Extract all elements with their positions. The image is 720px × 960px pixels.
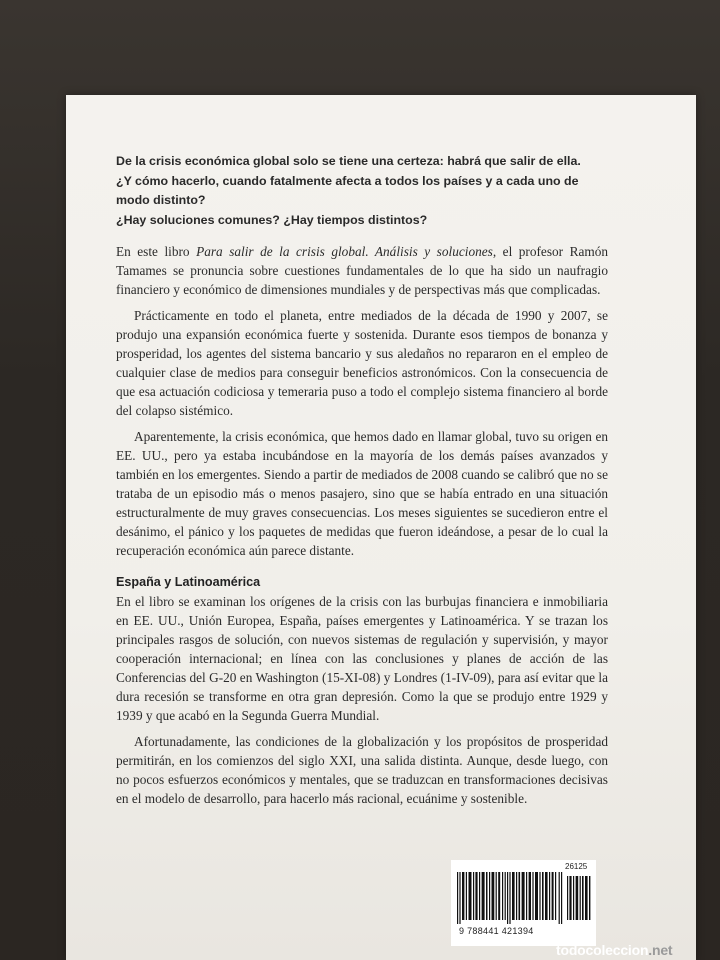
book-title-italic: Para salir de la crisis global. Análisis y soluciones bbox=[196, 244, 493, 259]
intro-after: , el profesor Ramón Tamames se pronuncia sobre cuestiones fundamentales de lo que ha sido un naufragio financiero y económico de dimensiones mundiales y de perspectivas más que complicadas. bbox=[116, 244, 608, 297]
watermark-brand: todocoleccion bbox=[556, 942, 649, 958]
intro-before: En este libro bbox=[116, 244, 197, 259]
paragraph-crisis-origin: Aparentemente, la crisis económica, que hemos dado en llamar global, tuvo su origen en EE. UU., pero ya estaba incubándose en la mayoría de los demás países avanzados y también en los emergentes. Siendo a partir de mediados de 2008 cuando se calibró que no se trataba de un episodio más o menos pasajero, sino que se había entrado en una situación estructuralmente de muy graves consecuencias. Los meses siguientes se sucedieron entre el desánimo, el pánico y los paquetes de medidas que fueron ideándose, a pesar de lo cual la recuperación económica aún parece distante. bbox=[116, 429, 608, 558]
paragraph-expansion: Prácticamente en todo el planeta, entre mediados de la década de 1990 y 2007, se produjo una expansión económica fuerte y sostenida. Durante esos tiempos de bonanza y prosperidad, los agentes del sistema bancario y sus aledaños no repararon en el empleo de cualquier clase de medios para conseguir beneficios astronómicos. Con la consecuencia de que esa actuación codiciosa y temeraria puso a todo el complejo sistema financiero al borde del colapso sistémico. bbox=[116, 308, 608, 418]
barcode-isbn: 9 788441 421394 bbox=[459, 926, 534, 936]
lead-line-3: ¿Hay soluciones comunes? ¿Hay tiempos distintos? bbox=[116, 212, 428, 227]
watermark bbox=[556, 942, 672, 958]
lead-line-1: De la crisis económica global solo se tiene una certeza: habrá que salir de ella. bbox=[116, 154, 581, 168]
barcode-addon-bars bbox=[567, 872, 591, 920]
lead-questions bbox=[116, 152, 608, 230]
paragraph-origins: En el libro se examinan los orígenes de la crisis con las burbujas financiera e inmobiliaria en EE. UU., Unión Europea, España, países emergentes y Latinoamérica. Y se trazan los principales rasgos de solución, con nuevos sistemas de regulación y supervisión, y mayor cooperación internacional; en línea con las conclusiones y planes de acción de las Conferencias del G-20 en Washington (15-XI-08) y Londres (1-IV-09), para así evitar que la dura recesión se transforme en otra gran depresión. Como la que se produjo entre 1929 y 1939 y que acabó en la Segunda Guerra Mundial. bbox=[116, 594, 608, 723]
section-heading: España y Latinoamérica bbox=[116, 575, 261, 589]
paragraph-intro bbox=[116, 242, 608, 299]
paragraph-globalization: Afortunadamente, las condiciones de la globalización y los propósitos de prosperidad permitirán, en los comienzos del siglo XXI, una salida distinta. Aunque, desde luego, con no pocos esfuerzos económicos y mentales, que se traduzcan en transformaciones decisivas en el modelo de desarrollo, para hacerlo más racional, ecuánime y sostenible. bbox=[116, 734, 608, 806]
back-cover-text bbox=[116, 152, 608, 815]
barcode-bars bbox=[457, 872, 563, 924]
barcode-addon-number: 26125 bbox=[565, 862, 588, 871]
watermark-suffix: .net bbox=[648, 942, 673, 958]
lead-line-2: ¿Y cómo hacerlo, cuando fatalmente afecta a todos los países y a cada uno de modo distinto? bbox=[116, 173, 579, 207]
barcode bbox=[451, 860, 596, 946]
